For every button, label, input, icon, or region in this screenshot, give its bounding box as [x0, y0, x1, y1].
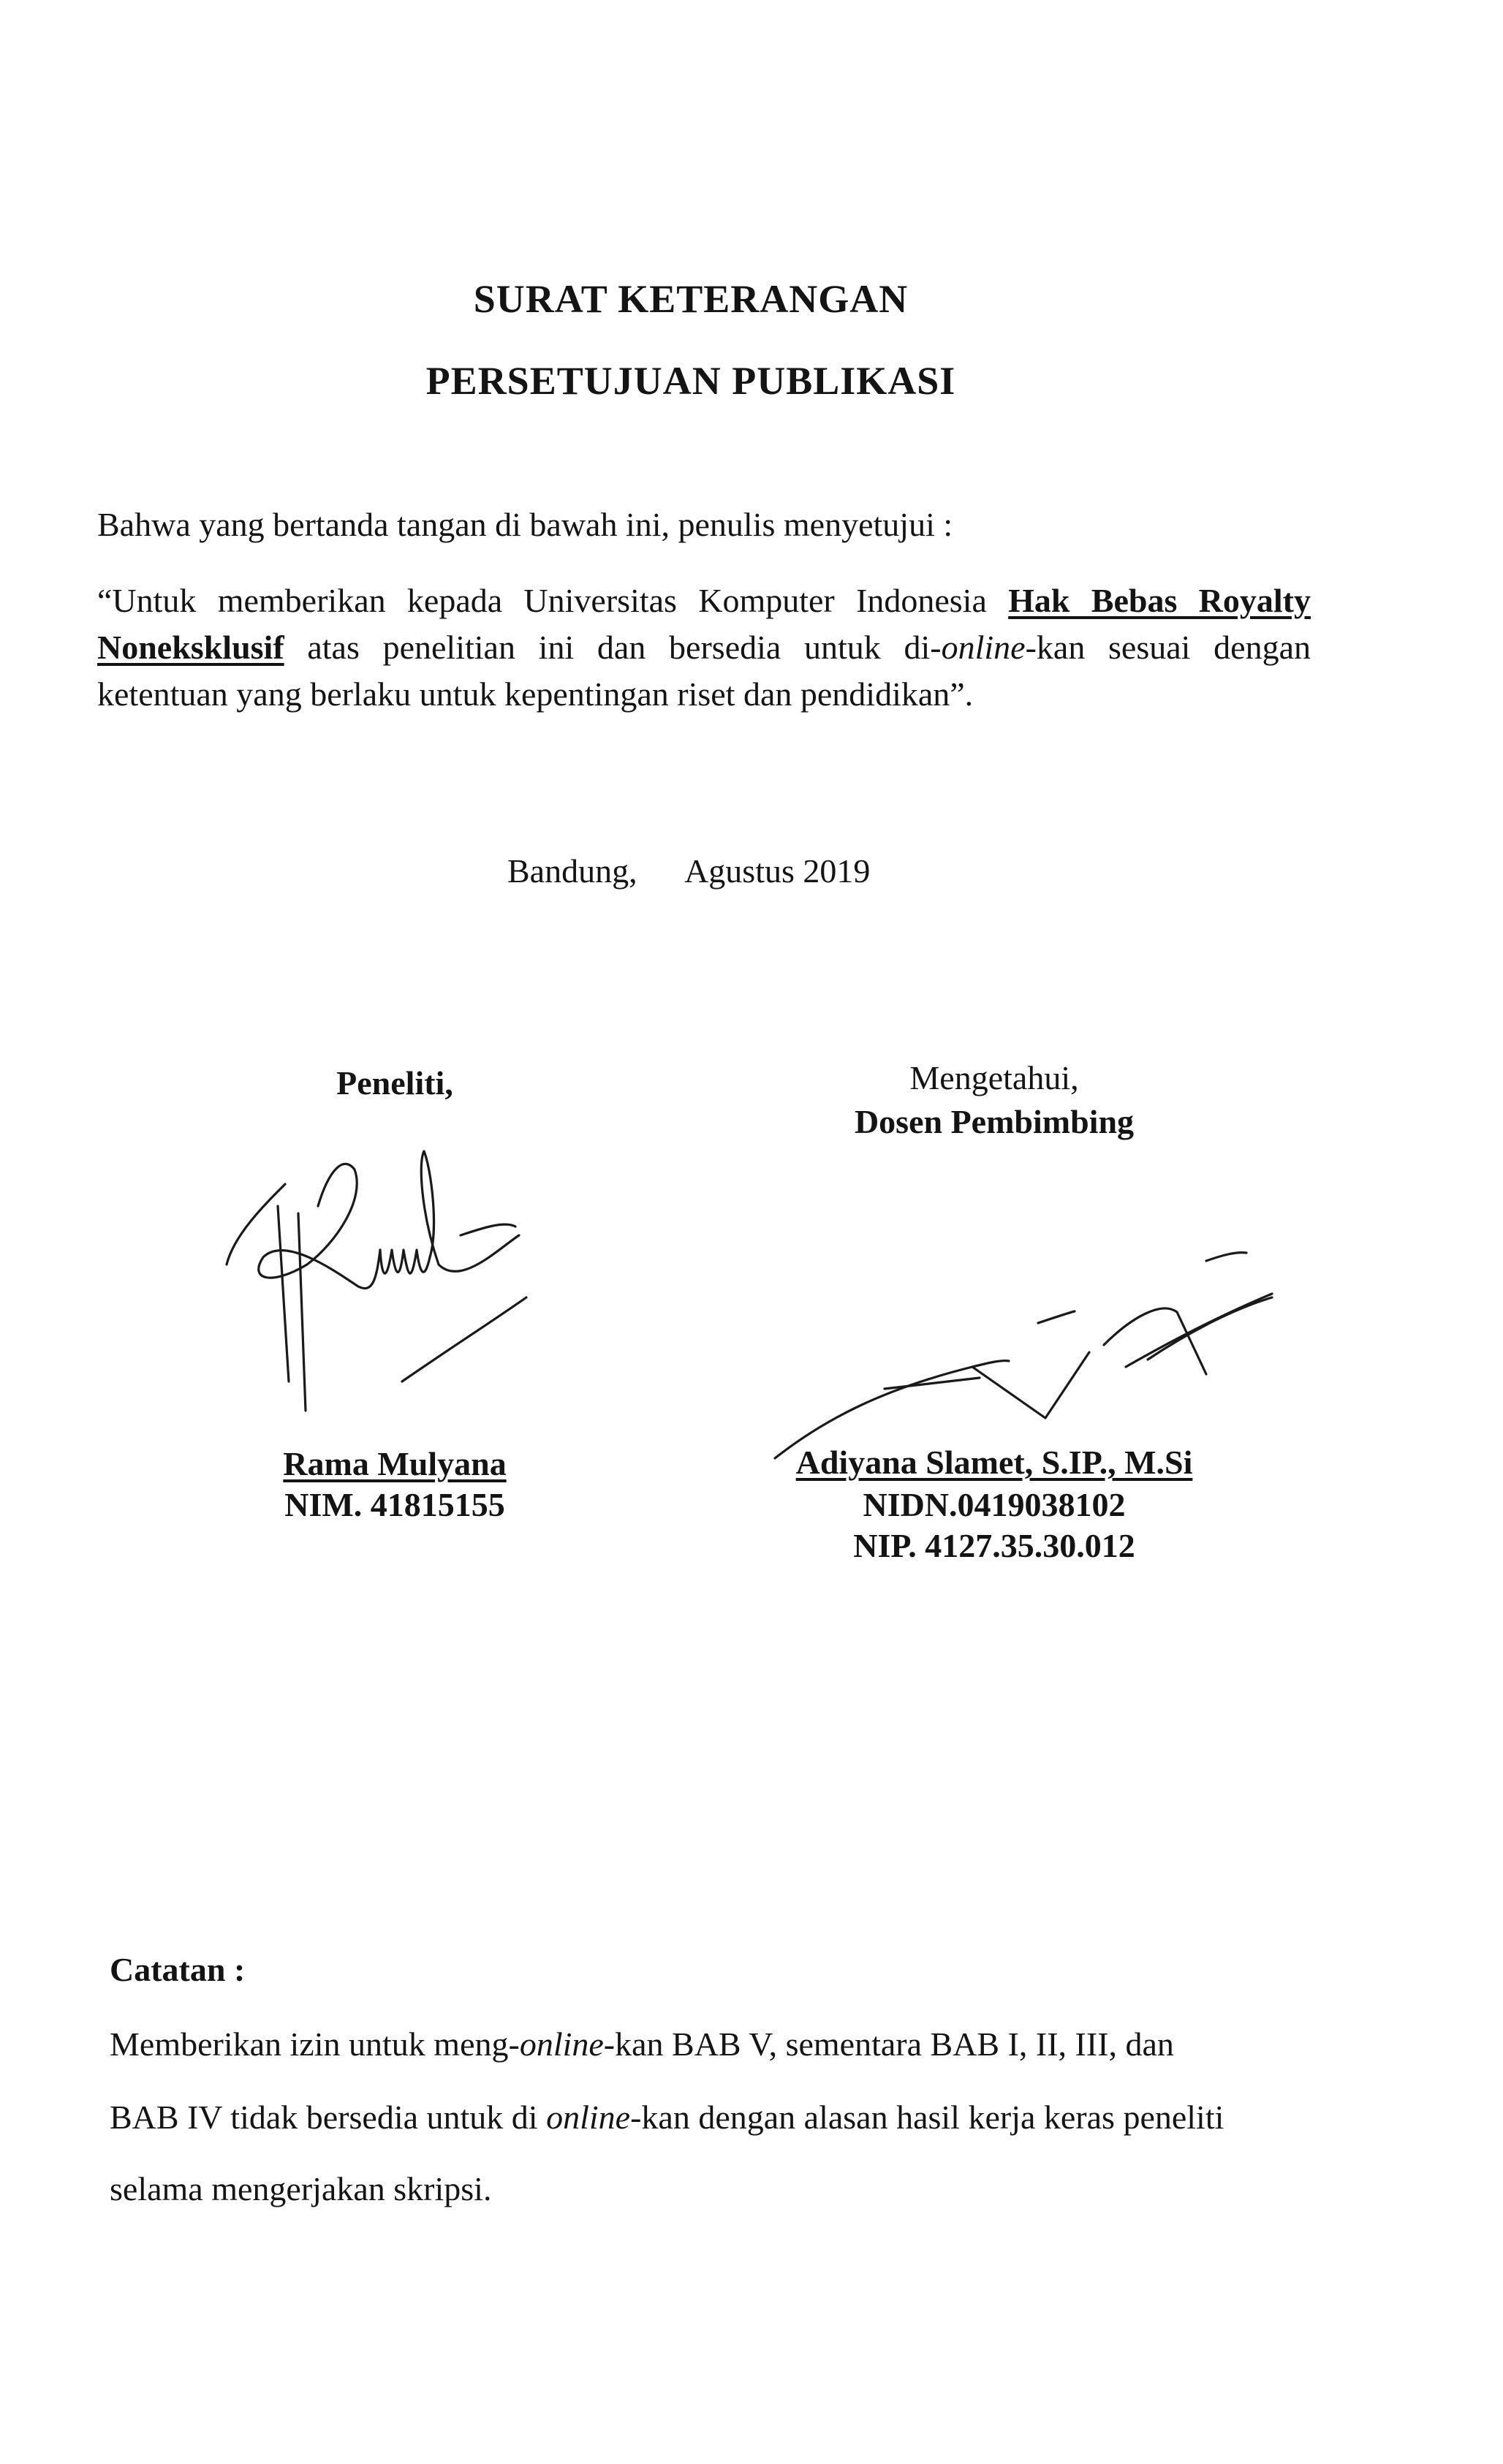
researcher-name: Rama Mulyana	[283, 1445, 507, 1482]
quote-end: -kan sesuai dengan ketentuan yang berlaku untuk kepentingan riset dan pendidikan”.	[97, 629, 1311, 713]
intro-text: Bahwa yang bertanda tangan di bawah ini, penulis menyetujui :	[97, 506, 953, 543]
supervisor-name: Adiyana Slamet, S.IP., M.Si	[795, 1444, 1193, 1481]
researcher-signature	[219, 1140, 541, 1433]
note-heading: Catatan :	[110, 1951, 246, 1988]
note-line-2	[110, 2098, 1316, 2137]
consent-paragraph	[97, 577, 1311, 718]
note-line-2-start: BAB IV tidak bersedia untuk di	[110, 2099, 547, 2136]
supervisor-nidn: NIDN.0419038102	[863, 1486, 1126, 1523]
date: Agustus 2019	[684, 852, 871, 890]
supervisor-nip: NIP. 4127.35.30.012	[853, 1527, 1135, 1564]
note-line-1-end: -kan BAB V, sementara BAB I, II, III, dan	[603, 2025, 1174, 2063]
supervisor-signature	[768, 1243, 1279, 1462]
place-date	[507, 848, 870, 895]
note-line-2-end: -kan dengan alasan hasil kerja keras peneliti	[630, 2099, 1224, 2136]
city: Bandung,	[507, 852, 637, 890]
acknowledge-label: Mengetahui,	[909, 1059, 1079, 1096]
researcher-nim: NIM. 41815155	[284, 1486, 505, 1523]
note-line-1-italic: online	[519, 2025, 604, 2063]
note-line-2-italic: online	[546, 2099, 631, 2136]
note-line-1-start: Memberikan izin untuk meng-	[110, 2025, 520, 2063]
title-line-2: PERSETUJUAN PUBLIKASI	[425, 359, 956, 403]
title-line-1: SURAT KETERANGAN	[473, 277, 909, 321]
quote-start: “Untuk memberikan kepada Universitas Komputer Indonesia	[97, 582, 1009, 619]
quote-middle: atas penelitian ini dan bersedia untuk di-	[284, 629, 942, 666]
quote-bold-term: Hak Bebas Royalty Noneksklusif	[97, 582, 1311, 666]
researcher-label: Peneliti,	[336, 1064, 453, 1102]
note-line-3: selama mengerjakan skripsi.	[110, 2170, 492, 2207]
supervisor-role: Dosen Pembimbing	[854, 1103, 1135, 1140]
quote-italic: online	[941, 629, 1026, 666]
note-line-1	[110, 2025, 1316, 2063]
